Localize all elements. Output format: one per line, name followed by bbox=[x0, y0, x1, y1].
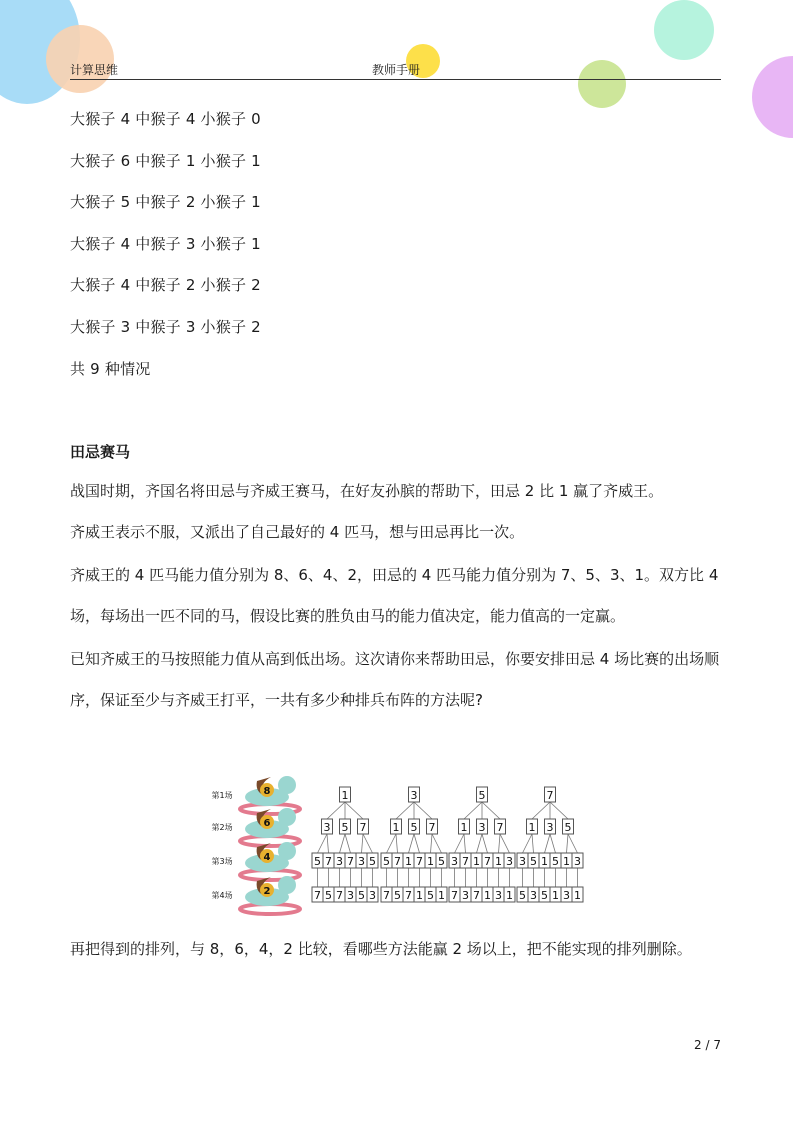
tree-level4-value: 3 bbox=[530, 889, 537, 902]
result-line: 大猴子 4 中猴子 4 小猴子 0 bbox=[70, 110, 261, 128]
tree-level4-value: 1 bbox=[506, 889, 513, 902]
tree-edge bbox=[362, 834, 364, 853]
tree-level3-value: 5 bbox=[383, 855, 390, 868]
tree-level2-value: 7 bbox=[359, 821, 367, 834]
result-line: 大猴子 4 中猴子 2 小猴子 2 bbox=[70, 276, 261, 294]
tree-edge bbox=[396, 834, 398, 853]
decor-circle-peach bbox=[46, 25, 114, 93]
tree-edge bbox=[532, 802, 550, 819]
tree-edge bbox=[327, 802, 345, 819]
tree-edge bbox=[477, 834, 483, 853]
section-title: 田忌赛马 bbox=[70, 443, 131, 461]
header-title: 计算思维 bbox=[70, 63, 119, 77]
round-label: 第2场 bbox=[211, 823, 233, 832]
tree-root-value: 1 bbox=[341, 789, 349, 802]
tree-edge bbox=[345, 834, 351, 853]
tree-edge bbox=[432, 834, 442, 853]
tree-level3-value: 7 bbox=[325, 855, 332, 868]
tree-edge bbox=[318, 834, 328, 853]
total-count: 共 9 种情况 bbox=[70, 360, 151, 378]
decor-circle-purple bbox=[752, 56, 793, 138]
tree-level4-value: 5 bbox=[394, 889, 401, 902]
tree-level3-value: 5 bbox=[369, 855, 376, 868]
paragraph: 齐威王的 4 匹马能力值分别为 8、6、4、2，田忌的 4 匹马能力值分别为 7、5、3、1。双方比 4 场，每场出一匹不同的马，假设比赛的胜负由马的能力值决定，能力值高的一定赢。 bbox=[70, 566, 719, 625]
tree-level3-value: 1 bbox=[563, 855, 570, 868]
tree-edge bbox=[482, 834, 488, 853]
round-label: 第3场 bbox=[211, 857, 233, 866]
tree-edge bbox=[327, 834, 329, 853]
round-label: 第1场 bbox=[211, 791, 233, 800]
tree-edge bbox=[499, 834, 501, 853]
tree-level4-value: 1 bbox=[484, 889, 491, 902]
tree-level2-value: 1 bbox=[528, 821, 536, 834]
tree-level2-value: 1 bbox=[392, 821, 400, 834]
tree-level4-value: 5 bbox=[519, 889, 526, 902]
decor-circle-mint bbox=[654, 0, 714, 60]
tree-level3-value: 5 bbox=[552, 855, 559, 868]
tree-edge bbox=[363, 834, 373, 853]
tree-level2-value: 5 bbox=[564, 821, 572, 834]
tree-level3-value: 7 bbox=[416, 855, 423, 868]
tree-level3-value: 3 bbox=[574, 855, 581, 868]
horse-head-icon bbox=[278, 842, 296, 860]
tree-level3-value: 7 bbox=[462, 855, 469, 868]
result-line: 大猴子 3 中猴子 3 小猴子 2 bbox=[70, 318, 261, 336]
tree-level4-value: 3 bbox=[462, 889, 469, 902]
tree-level2-value: 3 bbox=[478, 821, 486, 834]
tree-level3-value: 1 bbox=[541, 855, 548, 868]
page-number: 2 / 7 bbox=[694, 1038, 721, 1052]
permutation-tree-svg bbox=[205, 765, 585, 925]
tree-level3-value: 7 bbox=[347, 855, 354, 868]
tree-level3-value: 7 bbox=[394, 855, 401, 868]
tree-edge bbox=[500, 834, 510, 853]
tree-edge bbox=[464, 802, 482, 819]
tree-level4-value: 1 bbox=[416, 889, 423, 902]
tree-level4-value: 5 bbox=[358, 889, 365, 902]
horse-head-icon bbox=[278, 808, 296, 826]
horse-number: 4 bbox=[263, 852, 271, 863]
permutation-figure bbox=[205, 765, 585, 925]
tree-level2-value: 7 bbox=[428, 821, 436, 834]
tree-level4-value: 3 bbox=[347, 889, 354, 902]
paragraph: 已知齐威王的马按照能力值从高到低出场。这次请你来帮助田忌，你要安排田忌 4 场比赛的出场顺序，保证至少与齐威王打平，一共有多少种排兵布阵的方法呢? bbox=[70, 650, 720, 709]
tree-level4-value: 5 bbox=[541, 889, 548, 902]
tree-level3-value: 1 bbox=[495, 855, 502, 868]
tree-level3-value: 1 bbox=[473, 855, 480, 868]
tree-level4-value: 3 bbox=[495, 889, 502, 902]
tree-edge bbox=[414, 802, 432, 819]
tree-level2-value: 5 bbox=[341, 821, 349, 834]
tree-edge bbox=[482, 802, 500, 819]
tree-edge bbox=[455, 834, 465, 853]
tree-level3-value: 3 bbox=[451, 855, 458, 868]
tree-level2-value: 7 bbox=[496, 821, 504, 834]
horse-number: 6 bbox=[263, 818, 271, 829]
tree-root-value: 5 bbox=[478, 789, 486, 802]
tree-level3-value: 3 bbox=[506, 855, 513, 868]
tree-level4-value: 5 bbox=[427, 889, 434, 902]
tree-edge bbox=[550, 834, 556, 853]
tree-level3-value: 1 bbox=[427, 855, 434, 868]
tree-level3-value: 3 bbox=[358, 855, 365, 868]
tree-level3-value: 5 bbox=[438, 855, 445, 868]
tree-edge bbox=[345, 802, 363, 819]
paragraph: 齐威王表示不服，又派出了自己最好的 4 匹马，想与田忌再比一次。 bbox=[70, 523, 525, 541]
horse-head-icon bbox=[278, 776, 296, 794]
tree-edge bbox=[409, 834, 415, 853]
tree-level4-value: 1 bbox=[438, 889, 445, 902]
tree-level4-value: 7 bbox=[405, 889, 412, 902]
result-line: 大猴子 4 中猴子 3 小猴子 1 bbox=[70, 235, 261, 253]
round-label: 第4场 bbox=[211, 891, 233, 900]
paragraph: 战国时期，齐国名将田忌与齐威王赛马，在好友孙膑的帮助下，田忌 2 比 1 赢了齐威王。 bbox=[70, 482, 664, 500]
tree-level3-value: 7 bbox=[484, 855, 491, 868]
tree-level3-value: 5 bbox=[314, 855, 321, 868]
tree-level4-value: 3 bbox=[563, 889, 570, 902]
tree-edge bbox=[387, 834, 397, 853]
closing-paragraph: 再把得到的排列，与 8，6，4，2 比较，看哪些方法能赢 2 场以上，把不能实现的排列删除。 bbox=[70, 940, 692, 958]
tree-level4-value: 1 bbox=[552, 889, 559, 902]
tree-edge bbox=[396, 802, 414, 819]
horse-head-icon bbox=[278, 876, 296, 894]
tree-root-value: 3 bbox=[410, 789, 418, 802]
tree-edge bbox=[568, 834, 578, 853]
result-line: 大猴子 6 中猴子 1 小猴子 1 bbox=[70, 152, 261, 170]
tree-level3-value: 5 bbox=[530, 855, 537, 868]
tree-edge bbox=[464, 834, 466, 853]
tree-level4-value: 7 bbox=[451, 889, 458, 902]
tree-edge bbox=[431, 834, 433, 853]
tree-level4-value: 7 bbox=[314, 889, 321, 902]
tree-edge bbox=[340, 834, 346, 853]
tree-root-value: 7 bbox=[546, 789, 554, 802]
result-line: 大猴子 5 中猴子 2 小猴子 1 bbox=[70, 193, 261, 211]
tree-edge bbox=[532, 834, 534, 853]
tree-level2-value: 1 bbox=[460, 821, 468, 834]
tree-level2-value: 3 bbox=[323, 821, 331, 834]
tree-level2-value: 3 bbox=[546, 821, 554, 834]
page-header bbox=[70, 61, 721, 80]
tree-level3-value: 1 bbox=[405, 855, 412, 868]
tree-level4-value: 7 bbox=[336, 889, 343, 902]
tree-edge bbox=[550, 802, 568, 819]
tree-level4-value: 3 bbox=[369, 889, 376, 902]
tree-edge bbox=[523, 834, 533, 853]
header-subtitle: 教师手册 bbox=[372, 63, 421, 77]
horse-number: 8 bbox=[263, 786, 271, 797]
tree-level4-value: 1 bbox=[574, 889, 581, 902]
tree-level4-value: 5 bbox=[325, 889, 332, 902]
tree-level3-value: 3 bbox=[519, 855, 526, 868]
tree-level4-value: 7 bbox=[473, 889, 480, 902]
horse-number: 2 bbox=[263, 886, 271, 897]
tree-edge bbox=[567, 834, 569, 853]
tree-edge bbox=[414, 834, 420, 853]
tree-level3-value: 3 bbox=[336, 855, 343, 868]
tree-level2-value: 5 bbox=[410, 821, 418, 834]
tree-edge bbox=[545, 834, 551, 853]
tree-level4-value: 7 bbox=[383, 889, 390, 902]
